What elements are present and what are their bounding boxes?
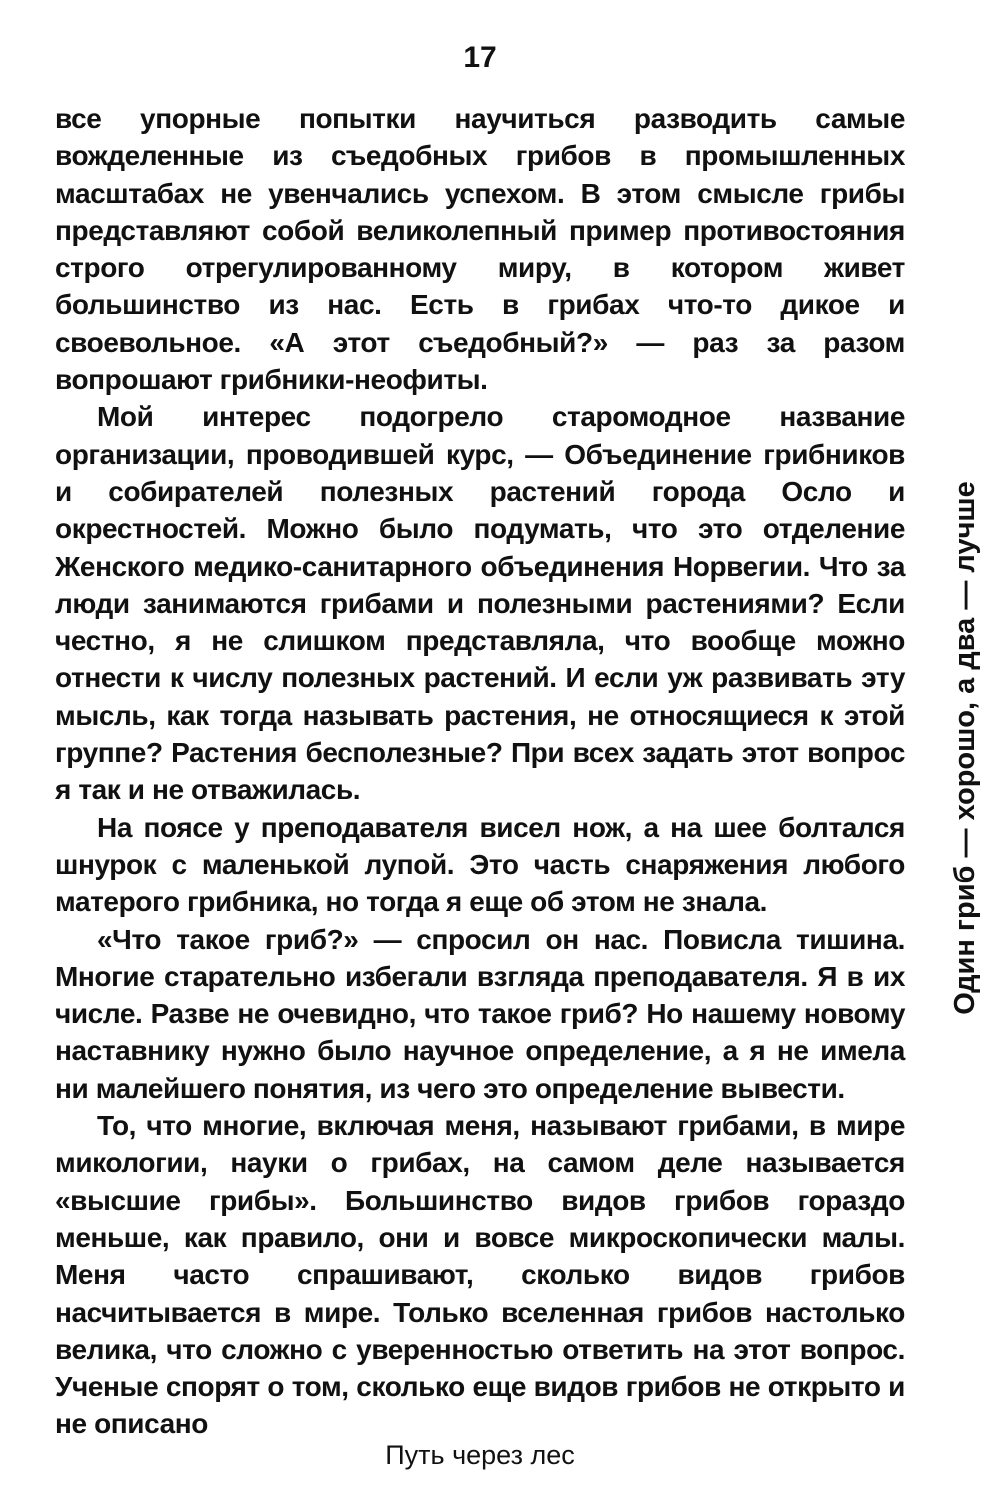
running-title: Один гриб — хорошо, а два — лучше xyxy=(949,481,981,1015)
footer-section-title: Путь через лес xyxy=(385,1440,575,1470)
paragraph-1: все упорные попытки научиться разводить самые вожделенные из съедобных грибов в промышленных масштабах не увенчались успехом. В этом смысле грибы представляют собой великолепный пример противостояния строго отрегулированному миру, в котором живет большинство из нас. Есть в грибах что-то дикое и своевольное. «А этот съедобный?» — раз за разом вопрошают грибники-неофиты. xyxy=(55,103,905,396)
page-number: 17 xyxy=(463,41,497,74)
paragraph-4: «Что такое гриб?» — спросил он нас. Повисла тишина. Многие старательно избегали взгляда преподавателя. Я в их числе. Разве не очевидно, что такое гриб? Но нашему новому наставнику нужно было научное определение, а я не имела ни малейшего понятия, из чего это определение вывести. xyxy=(55,923,905,1104)
paragraph-3: На поясе у преподавателя висел нож, а на шее болтался шнурок с маленькой лупой. Это часть снаряжения любого матерого грибника, но тогда я еще об этом не знала. xyxy=(55,811,905,918)
paragraph-2: Мой интерес подогрело старомодное название организации, проводившей курс, — Объединение грибников и собирателей полезных растений города Осло и окрестностей. Можно было подумать, что это отделение Женского медико-санитарного объединения Норвегии. Что за люди занимаются грибами и полезными растениями? Если честно, я не слишком представляла, что вообще можно отнести к числу полезных растений. И если уж развивать эту мысль, как тогда называть растения, не относящиеся к этой группе? Растения бесполезные? При всех задать этот вопрос я так и не отважилась. xyxy=(55,401,905,806)
paragraph-5: То, что многие, включая меня, называют грибами, в мире микологии, науки о грибах, на самом деле называется «высшие грибы». Большинство видов грибов гораздо меньше, как правило, они и вовсе микроскопически малы. Меня часто спрашивают, сколько видов грибов насчитывается в мире. Только вселенная грибов настолько велика, что сложно с уверенностью ответить на этот вопрос. Ученые спорят о том, сколько еще видов грибов не открыто и не описано xyxy=(55,1110,905,1440)
body-text xyxy=(55,100,905,1443)
